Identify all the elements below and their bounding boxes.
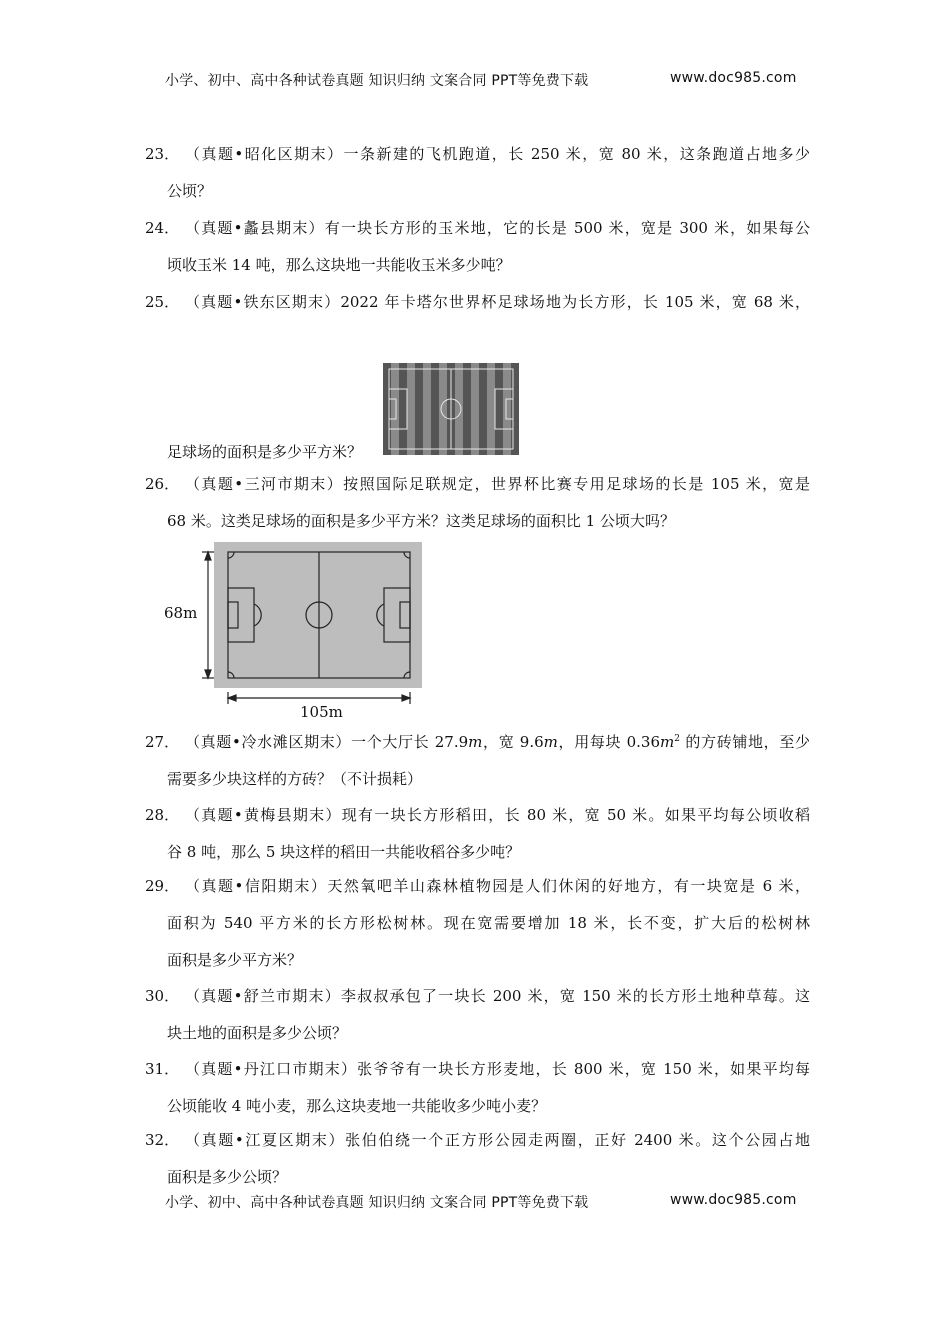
question-30 — [145, 978, 810, 1052]
grass-stripe — [415, 363, 423, 455]
grass-stripe — [471, 363, 479, 455]
question-number: 27． — [145, 733, 180, 751]
question-29 — [145, 868, 810, 979]
header-text: 小学、初中、高中各种试卷真题 知识归纳 文案合同 PPT等免费下载 — [165, 73, 589, 89]
question-line: 谷 8 吨，那么 5 块这样的稻田一共能收稻谷多少吨？ — [167, 843, 521, 861]
footer-text: 小学、初中、高中各种试卷真题 知识归纳 文案合同 PPT等免费下载 — [165, 1195, 589, 1211]
question-27 — [145, 724, 810, 798]
grass-stripe — [391, 363, 399, 455]
question-26 — [145, 466, 810, 540]
question-line: （真题•黄梅县期末）现有一块长方形稻田，长 80 米，宽 50 米。如果平均每公顷收稻 — [185, 806, 810, 824]
question-number: 31． — [145, 1060, 180, 1078]
question-line: 公顷？ — [167, 182, 213, 200]
question-25 — [145, 284, 810, 321]
unit-m: m — [660, 733, 675, 751]
unit-m: m — [543, 733, 558, 751]
header-site: www.doc985.com — [670, 70, 797, 86]
question-line: （真题•昭化区期末）一条新建的飞机跑道，长 250 米，宽 80 米，这条跑道占地多少 — [185, 145, 810, 163]
page-footer — [165, 1192, 805, 1212]
grass-stripe — [495, 363, 503, 455]
grass-stripe — [455, 363, 463, 455]
question-number: 30． — [145, 987, 180, 1005]
question-line — [145, 724, 810, 761]
grass-stripe — [423, 363, 431, 455]
question-number: 28． — [145, 806, 180, 824]
superscript: 2 — [674, 734, 680, 744]
question-line: 公顷能收 4 吨小麦，那么这块麦地一共能收多少吨小麦？ — [167, 1097, 547, 1115]
grass-stripe — [503, 363, 511, 455]
text-segment: （真题•冷水滩区期末）一个大厅长 27.9 — [185, 733, 469, 751]
text-segment: ，宽 9.6 — [482, 733, 544, 751]
question-32 — [145, 1122, 810, 1196]
question-31 — [145, 1051, 810, 1125]
question-line: 块土地的面积是多少公顷？ — [167, 1024, 348, 1042]
question-line: 顷收玉米 14 吨，那么这块地一共能收玉米多少吨？ — [167, 256, 511, 274]
length-label: 105m — [300, 703, 343, 721]
question-number: 32． — [145, 1131, 180, 1149]
grass-stripe — [399, 363, 407, 455]
football-field-diagram — [160, 540, 430, 722]
grass-stripe — [463, 363, 471, 455]
question-line: （真题•江夏区期末）张伯伯绕一个正方形公园走两圈，正好 2400 米。这个公园占地 — [185, 1131, 810, 1149]
question-23 — [145, 136, 810, 210]
grass-stripe — [431, 363, 439, 455]
question-28 — [145, 797, 810, 871]
grass-stripe — [479, 363, 487, 455]
question-line: （真题•三河市期末）按照国际足联规定，世界杯比赛专用足球场的长是 105 米，宽是 — [185, 475, 810, 493]
field-background — [214, 542, 422, 688]
width-dimension — [202, 552, 214, 678]
text-segment: ，用每块 0.36 — [557, 733, 660, 751]
question-line: 足球场的面积是多少平方米？ — [167, 443, 363, 461]
question-number: 26． — [145, 475, 180, 493]
question-number: 25． — [145, 293, 180, 311]
question-line: 68 米。这类足球场的面积是多少平方米？这类足球场的面积比 1 公顷大吗？ — [167, 512, 675, 530]
question-line: （真题•蠡县期末）有一块长方形的玉米地，它的长是 500 米，宽是 300 米，如果每公 — [185, 219, 810, 237]
question-line: （真题•信阳期末）天然氧吧羊山森林植物园是人们休闲的好地方，有一块宽是 6 米， — [185, 877, 810, 895]
page-header-top — [165, 70, 805, 90]
grass-stripe — [487, 363, 495, 455]
question-line: 面积是多少平方米？ — [167, 951, 303, 969]
question-number: 23． — [145, 145, 180, 163]
question-line: （真题•舒兰市期末）李叔叔承包了一块长 200 米，宽 150 米的长方形土地种草莓。这 — [185, 987, 810, 1005]
grass-stripe — [383, 363, 391, 455]
question-line: 需要多少块这样的方砖？（不计损耗） — [167, 770, 423, 788]
question-number: 24． — [145, 219, 180, 237]
question-number: 29． — [145, 877, 180, 895]
text-segment: 的方砖铺地，至少 — [679, 733, 810, 751]
grass-stripe — [407, 363, 415, 455]
question-line: （真题•铁东区期末）2022 年卡塔尔世界杯足球场地为长方形，长 105 米，宽 68 米， — [185, 293, 810, 311]
question-line: （真题•丹江口市期末）张爷爷有一块长方形麦地，长 800 米，宽 150 米，如果平均每 — [185, 1060, 810, 1078]
grass-stripe — [511, 363, 519, 455]
question-line: 面积是多少公顷？ — [167, 1168, 288, 1186]
footer-site: www.doc985.com — [670, 1192, 797, 1208]
grass-stripe — [439, 363, 447, 455]
unit-m: m — [468, 733, 483, 751]
width-label: 68m — [164, 604, 198, 622]
football-field-photo — [383, 363, 519, 455]
question-24 — [145, 210, 810, 284]
question-line: 面积为 540 平方米的长方形松树林。现在宽需要增加 18 米，长不变，扩大后的松树林 — [167, 914, 810, 932]
